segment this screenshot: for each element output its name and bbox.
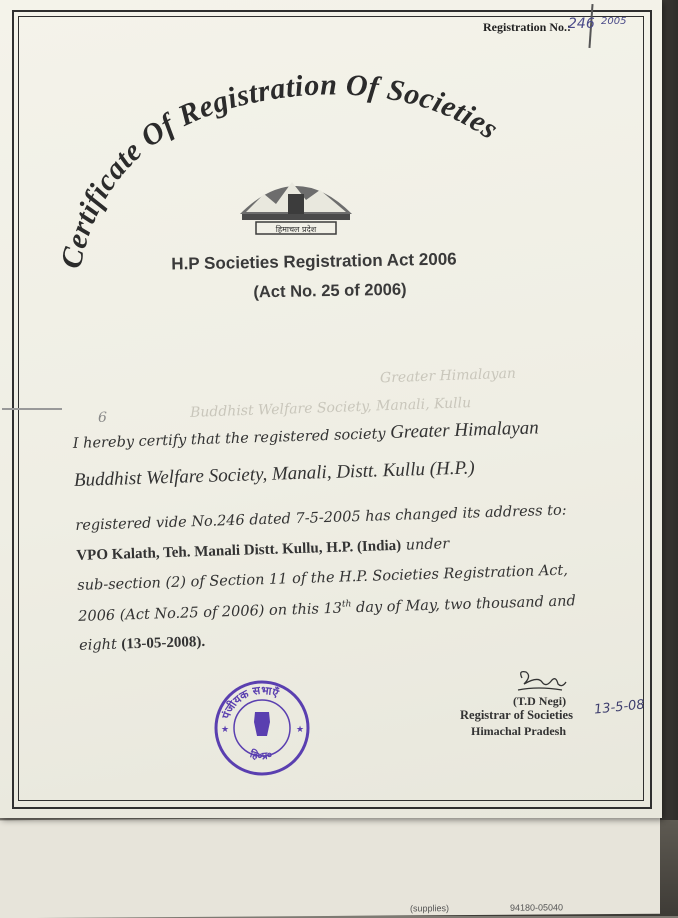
registration-number: 246 (568, 16, 595, 32)
registration-label: Registration No.: (483, 20, 571, 34)
registrar-seal-icon (212, 678, 312, 778)
registration-year: 2005 (601, 16, 627, 27)
strip-text-right: 94180-05040 (510, 902, 564, 913)
act-number: (Act No. 25 of 2006) (253, 280, 407, 302)
margin-mark: 6 (98, 410, 107, 426)
svg-text:★: ★ (221, 725, 230, 735)
svg-text:हि०प्र० (247, 747, 273, 763)
svg-text:★: ★ (296, 725, 305, 735)
seal-top-text: पंजीयक सभाएँ (219, 683, 281, 721)
signatory-name: (T.D Negi) (513, 694, 567, 708)
signatory-place: Himachal Pradesh (471, 724, 566, 738)
underlying-paper (0, 816, 660, 918)
issue-date: (13-05-2008). (121, 633, 206, 653)
date-words-end: eight (78, 636, 118, 654)
registration-text: registered vide No.246 dated 7-5-2005 has changed its address to: (75, 502, 567, 534)
under-text: under (405, 536, 450, 554)
certify-text: I hereby certify that the registered society (72, 426, 386, 452)
ghost-impression-2: Buddhist Welfare Society, Manali, Kullu (189, 395, 472, 421)
new-address: VPO Kalath, Teh. Manali Distt. Kullu, H.P. (India) (76, 537, 402, 564)
society-name-part1: Greater Himalayan (389, 417, 540, 444)
himachal-emblem-icon (236, 164, 356, 238)
section-text: sub-section (2) of Section 11 of the H.P. Societies Registration Act, (77, 562, 569, 594)
society-name-part2: Buddhist Welfare Society, Manali, Distt. Kullu (H.P.) (73, 457, 476, 491)
handwritten-date: 13-5-08 (593, 697, 646, 718)
act-name: H.P Societies Registration Act 2006 (171, 249, 457, 274)
signatory-role: Registrar of Societies (460, 708, 573, 722)
seal-bottom-text: हि०प्र० (248, 749, 274, 763)
strip-text-left: (supplies) (410, 903, 450, 914)
date-words: day of May, two thousand and (355, 593, 576, 617)
ghost-impression-1: Greater Himalayan (379, 365, 517, 387)
date-superscript: th (341, 599, 352, 610)
margin-line (2, 408, 62, 410)
certificate-title: Certificate Of Registration Of Societies (54, 68, 505, 272)
emblem-caption: हिमाचल प्रदेश (275, 225, 317, 234)
act-date-text: 2006 (Act No.25 of 2006) on this 13 (77, 600, 343, 625)
